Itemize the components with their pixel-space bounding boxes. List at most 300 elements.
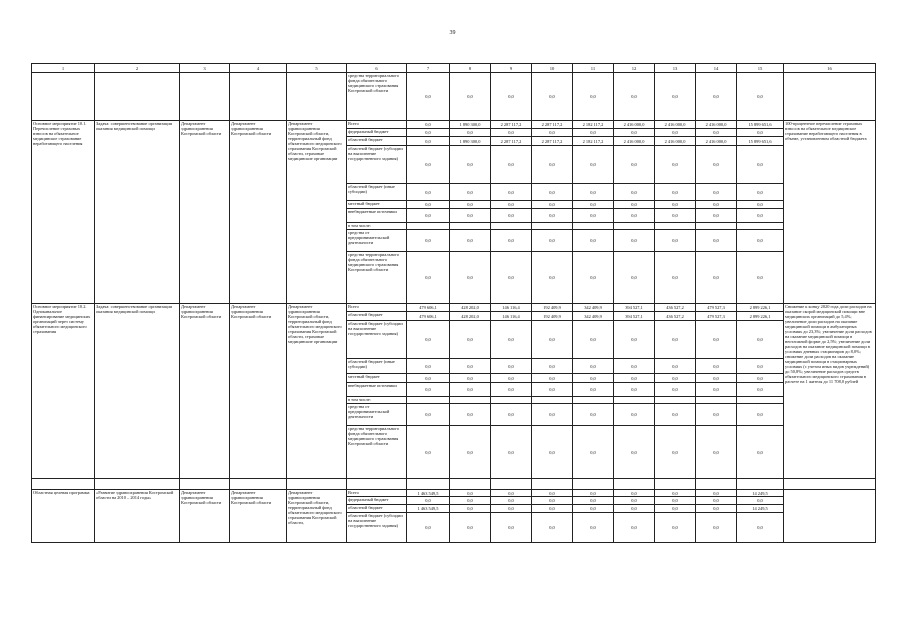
section-c4-cell: Департамент здравоохранения Костромской области — [230, 121, 287, 304]
value-cell: 0,0 — [614, 201, 655, 209]
value-cell: 0,0 — [614, 146, 655, 184]
value-cell: 0,0 — [491, 404, 532, 426]
value-cell: 0,0 — [532, 497, 573, 505]
value-cell: 0,0 — [407, 184, 450, 201]
value-cell: 0,0 — [491, 184, 532, 201]
value-cell: 14 249,5 — [737, 505, 784, 513]
value-cell — [532, 223, 573, 230]
value-cell — [573, 397, 614, 404]
value-cell: 0,0 — [491, 490, 532, 497]
value-cell: 0,0 — [407, 121, 450, 129]
value-cell: 0,0 — [450, 230, 491, 252]
value-cell: 0,0 — [450, 497, 491, 505]
value-cell: 0,0 — [737, 252, 784, 304]
value-cell: 0,0 — [737, 146, 784, 184]
value-cell: 436 527,2 — [655, 312, 696, 321]
value-cell: 0,0 — [737, 426, 784, 479]
value-cell: 0,0 — [696, 230, 737, 252]
empty-cell — [230, 73, 287, 121]
value-cell: 0,0 — [573, 321, 614, 359]
value-cell: 0,0 — [532, 404, 573, 426]
value-cell: 0,0 — [532, 230, 573, 252]
funding-source-label: в том числе: — [347, 223, 407, 230]
value-cell: 0,0 — [407, 426, 450, 479]
value-cell: 0,0 — [655, 490, 696, 497]
value-cell — [573, 223, 614, 230]
section-c5-cell: Департамент здравоохранения Костромской области, территориальный фонд обязательного медицинского страхования Костромской области, страховые медицинские организации — [287, 121, 347, 304]
value-cell: 0,0 — [407, 137, 450, 146]
value-cell: 0,0 — [696, 359, 737, 374]
funding-source-label: федеральный бюджет — [347, 497, 407, 505]
value-cell: 0,0 — [696, 374, 737, 383]
funding-source-label: средства территориального фонда обязательного медицинского страхования Костромской области — [347, 426, 407, 479]
value-cell: 0,0 — [614, 513, 655, 543]
table-row — [32, 490, 876, 497]
value-cell: 0,0 — [407, 209, 450, 223]
value-cell: 0,0 — [737, 201, 784, 209]
value-cell: 0,0 — [614, 374, 655, 383]
value-cell: 342 409,9 — [573, 304, 614, 312]
value-cell: 14 249,5 — [737, 490, 784, 497]
value-cell: 0,0 — [491, 146, 532, 184]
value-cell: 0,0 — [450, 426, 491, 479]
value-cell: 0,0 — [491, 321, 532, 359]
column-header: 3 — [180, 64, 230, 73]
column-header: 14 — [696, 64, 737, 73]
value-cell: 0,0 — [491, 426, 532, 479]
funding-source-label: областной бюджет (иные субсидии) — [347, 184, 407, 201]
value-cell: 0,0 — [532, 252, 573, 304]
value-cell — [450, 223, 491, 230]
value-cell: 0,0 — [737, 374, 784, 383]
funding-source-label: внебюджетные источники — [347, 383, 407, 397]
value-cell: 0,0 — [407, 404, 450, 426]
value-cell: 0,0 — [450, 321, 491, 359]
value-cell: 0,0 — [696, 513, 737, 543]
value-cell: 0,0 — [655, 513, 696, 543]
empty-cell — [230, 479, 287, 490]
table-row — [32, 304, 876, 312]
value-cell: 0,0 — [655, 383, 696, 397]
value-cell — [407, 223, 450, 230]
empty-cell — [95, 479, 180, 490]
column-header: 2 — [95, 64, 180, 73]
value-cell: 0,0 — [696, 383, 737, 397]
value-cell: 0,0 — [573, 146, 614, 184]
column-header: 1 — [32, 64, 95, 73]
value-cell: 0,0 — [614, 426, 655, 479]
value-cell: 0,0 — [614, 404, 655, 426]
value-cell: 2 416 000,0 — [655, 137, 696, 146]
value-cell: 0,0 — [407, 321, 450, 359]
column-header: 4 — [230, 64, 287, 73]
empty-cell — [32, 479, 95, 490]
value-cell: 0,0 — [655, 359, 696, 374]
value-cell — [450, 397, 491, 404]
column-header: 9 — [491, 64, 532, 73]
value-cell: 146 116,4 — [491, 304, 532, 312]
section-c3-cell: Департамент здравоохранения Костромской области — [180, 121, 230, 304]
empty-cell — [655, 479, 696, 490]
value-cell: 0,0 — [655, 230, 696, 252]
value-cell: 0,0 — [737, 497, 784, 505]
value-cell: 2 182 117,2 — [573, 121, 614, 129]
empty-cell — [491, 479, 532, 490]
value-cell: 0,0 — [614, 252, 655, 304]
value-cell: 0,0 — [532, 73, 573, 121]
section-c3-cell: Департамент здравоохранения Костромской области — [180, 490, 230, 543]
value-cell: 0,0 — [407, 129, 450, 137]
funding-source-label: областной бюджет — [347, 505, 407, 513]
value-cell: 0,0 — [407, 383, 450, 397]
empty-cell — [32, 73, 95, 121]
value-cell: 2 899 226,1 — [737, 312, 784, 321]
column-header: 15 — [737, 64, 784, 73]
value-cell — [696, 223, 737, 230]
section-c4-cell: Департамент здравоохранения Костромской области — [230, 304, 287, 479]
funding-source-label: внебюджетные источники — [347, 209, 407, 223]
value-cell: 0,0 — [655, 201, 696, 209]
value-cell: 2 287 117,2 — [532, 121, 573, 129]
value-cell — [491, 223, 532, 230]
expected-result-cell: 100-процентное перечисление страховых взносов на обязательное медицинское страхование неработающего населения в объеме, установленном областной бюджета — [784, 121, 876, 304]
value-cell: 0,0 — [573, 252, 614, 304]
value-cell: 0,0 — [532, 374, 573, 383]
value-cell: 0,0 — [532, 201, 573, 209]
value-cell: 0,0 — [737, 129, 784, 137]
value-cell — [737, 397, 784, 404]
column-header: 6 — [347, 64, 407, 73]
value-cell: 0,0 — [655, 374, 696, 383]
value-cell: 0,0 — [614, 490, 655, 497]
value-cell: 0,0 — [737, 359, 784, 374]
value-cell: 0,0 — [696, 321, 737, 359]
funding-source-label: областной бюджет — [347, 312, 407, 321]
value-cell: 0,0 — [491, 505, 532, 513]
value-cell: 0,0 — [573, 383, 614, 397]
value-cell: 0,0 — [532, 383, 573, 397]
value-cell: 0,0 — [573, 490, 614, 497]
value-cell: 192 409,9 — [532, 312, 573, 321]
value-cell: 0,0 — [573, 426, 614, 479]
value-cell: 2 416 000,0 — [696, 137, 737, 146]
value-cell: 0,0 — [491, 513, 532, 543]
funding-source-label: Всего — [347, 304, 407, 312]
section-c2-cell: Задача: совершенствование организации оказания медицинской помощи — [95, 304, 180, 479]
value-cell: 0,0 — [407, 146, 450, 184]
value-cell: 0,0 — [573, 359, 614, 374]
page-number: 39 — [449, 30, 456, 36]
value-cell: 0,0 — [407, 374, 450, 383]
empty-cell — [614, 479, 655, 490]
table-row — [32, 73, 876, 121]
empty-cell — [737, 479, 784, 490]
value-cell: 0,0 — [573, 404, 614, 426]
funding-source-label: местный бюджет — [347, 201, 407, 209]
value-cell — [655, 397, 696, 404]
column-header: 5 — [287, 64, 347, 73]
empty-cell — [450, 479, 491, 490]
value-cell: 394 527,1 — [614, 304, 655, 312]
value-cell: 0,0 — [614, 359, 655, 374]
empty-cell — [287, 479, 347, 490]
value-cell: 0,0 — [655, 252, 696, 304]
funding-source-label: областной бюджет (субсидии на выполнение государственного задания) — [347, 513, 407, 543]
column-header: 11 — [573, 64, 614, 73]
value-cell: 0,0 — [655, 404, 696, 426]
value-cell: 0,0 — [573, 73, 614, 121]
budget-table — [31, 63, 876, 543]
value-cell: 2 287 117,2 — [532, 137, 573, 146]
value-cell: 0,0 — [696, 209, 737, 223]
value-cell: 0,0 — [614, 129, 655, 137]
value-cell: 0,0 — [655, 184, 696, 201]
value-cell: 1 463 549,5 — [407, 490, 450, 497]
value-cell: 0,0 — [696, 497, 737, 505]
value-cell: 0,0 — [614, 73, 655, 121]
value-cell: 0,0 — [696, 252, 737, 304]
value-cell: 428 202,0 — [450, 304, 491, 312]
value-cell: 428 202,0 — [450, 312, 491, 321]
section-c5-cell: Департамент здравоохранения Костромской области, территориальный фонд обязательного медицинского страхования Костромской области, страховые медицинские организации — [287, 304, 347, 479]
value-cell: 0,0 — [450, 146, 491, 184]
value-cell: 0,0 — [407, 230, 450, 252]
value-cell: 0,0 — [696, 426, 737, 479]
value-cell: 0,0 — [491, 359, 532, 374]
empty-cell — [532, 479, 573, 490]
value-cell: 15 899 651,6 — [737, 137, 784, 146]
value-cell: 0,0 — [450, 505, 491, 513]
value-cell: 0,0 — [450, 490, 491, 497]
expected-result-cell — [784, 490, 876, 543]
value-cell: 0,0 — [407, 252, 450, 304]
value-cell: 0,0 — [737, 404, 784, 426]
value-cell: 0,0 — [532, 209, 573, 223]
value-cell: 0,0 — [491, 209, 532, 223]
value-cell: 0,0 — [737, 513, 784, 543]
value-cell: 0,0 — [450, 359, 491, 374]
value-cell: 2 182 117,2 — [573, 137, 614, 146]
value-cell: 342 409,9 — [573, 312, 614, 321]
value-cell: 0,0 — [737, 184, 784, 201]
value-cell: 0,0 — [491, 129, 532, 137]
value-cell: 0,0 — [573, 201, 614, 209]
value-cell: 0,0 — [491, 252, 532, 304]
value-cell: 2 416 000,0 — [614, 137, 655, 146]
empty-cell — [696, 479, 737, 490]
value-cell: 0,0 — [696, 490, 737, 497]
table-row — [32, 121, 876, 129]
empty-cell — [347, 479, 407, 490]
value-cell: 0,0 — [737, 230, 784, 252]
value-cell: 0,0 — [407, 359, 450, 374]
funding-source-label: местный бюджет — [347, 374, 407, 383]
value-cell: 0,0 — [491, 383, 532, 397]
section-c2-cell: «Развитие здравоохранения Костромской области на 2010 – 2014 годы» — [95, 490, 180, 543]
value-cell — [614, 397, 655, 404]
value-cell: 0,0 — [491, 230, 532, 252]
funding-source-label: областной бюджет — [347, 137, 407, 146]
value-cell: 0,0 — [450, 73, 491, 121]
value-cell: 0,0 — [532, 513, 573, 543]
section-c1-cell: Основное мероприятие 10.1. Перечисление страховых взносов на обязательное медицинское страхование неработающего населения — [32, 121, 95, 304]
value-cell: 0,0 — [655, 497, 696, 505]
value-cell — [737, 223, 784, 230]
value-cell: 0,0 — [655, 209, 696, 223]
value-cell: 2 899 226,1 — [737, 304, 784, 312]
value-cell: 0,0 — [573, 209, 614, 223]
section-c1-cell: Областная целевая программа — [32, 490, 95, 543]
value-cell: 0,0 — [450, 383, 491, 397]
value-cell: 0,0 — [532, 321, 573, 359]
value-cell: 0,0 — [737, 73, 784, 121]
value-cell: 0,0 — [450, 404, 491, 426]
value-cell: 0,0 — [614, 321, 655, 359]
section-c3-cell: Департамент здравоохранения Костромской области — [180, 304, 230, 479]
value-cell: 2 416 000,0 — [614, 121, 655, 129]
empty-cell — [180, 479, 230, 490]
value-cell: 0,0 — [450, 374, 491, 383]
column-header: 16 — [784, 64, 876, 73]
value-cell: 479 527,3 — [696, 304, 737, 312]
value-cell: 0,0 — [450, 201, 491, 209]
funding-source-label: областной бюджет (субсидии на выполнение государственного задания) — [347, 146, 407, 184]
value-cell: 0,0 — [407, 497, 450, 505]
funding-source-label: Всего — [347, 121, 407, 129]
value-cell: 2 416 000,0 — [655, 121, 696, 129]
value-cell: 0,0 — [696, 201, 737, 209]
header-row — [32, 64, 876, 73]
value-cell: 0,0 — [573, 513, 614, 543]
value-cell: 0,0 — [450, 252, 491, 304]
value-cell: 0,0 — [450, 209, 491, 223]
value-cell: 192 409,9 — [532, 304, 573, 312]
spacer-row — [32, 479, 876, 490]
value-cell — [655, 223, 696, 230]
value-cell: 436 527,2 — [655, 304, 696, 312]
funding-source-label: средства территориального фонда обязательного медицинского страхования Костромской области — [347, 73, 407, 121]
section-c4-cell: Департамент здравоохранения Костромской области — [230, 490, 287, 543]
value-cell: 0,0 — [655, 321, 696, 359]
value-cell: 0,0 — [407, 201, 450, 209]
empty-cell — [287, 73, 347, 121]
funding-source-label: в том числе: — [347, 397, 407, 404]
value-cell: 0,0 — [573, 497, 614, 505]
value-cell — [696, 397, 737, 404]
value-cell: 0,0 — [696, 73, 737, 121]
value-cell: 0,0 — [532, 184, 573, 201]
value-cell: 0,0 — [407, 73, 450, 121]
value-cell — [407, 397, 450, 404]
value-cell: 479 606,1 — [407, 312, 450, 321]
section-c5-cell: Департамент здравоохранения Костромской области, территориальный фонд обязательного медицинского страхования Костромской области, — [287, 490, 347, 543]
value-cell: 15 899 651,6 — [737, 121, 784, 129]
empty-cell — [407, 479, 450, 490]
value-cell: 1 890 300,0 — [450, 137, 491, 146]
value-cell: 0,0 — [655, 73, 696, 121]
funding-source-label: федеральный бюджет — [347, 129, 407, 137]
funding-source-label: средства от предпринимательской деятельности — [347, 404, 407, 426]
section-c1-cell: Основное мероприятие 10.2. Одноканальное финансирование медицинских организаций через систему обязательного медицинского страхования — [32, 304, 95, 479]
value-cell: 0,0 — [655, 426, 696, 479]
value-cell: 0,0 — [614, 383, 655, 397]
funding-source-label: Всего — [347, 490, 407, 497]
value-cell: 0,0 — [655, 505, 696, 513]
value-cell: 479 527,3 — [696, 312, 737, 321]
empty-cell — [784, 73, 876, 121]
value-cell: 0,0 — [655, 146, 696, 184]
value-cell: 0,0 — [573, 505, 614, 513]
value-cell: 0,0 — [614, 230, 655, 252]
column-header: 7 — [407, 64, 450, 73]
funding-source-label: областной бюджет (субсидии на выполнение государственного задания) — [347, 321, 407, 359]
column-header: 8 — [450, 64, 491, 73]
value-cell: 0,0 — [491, 73, 532, 121]
value-cell: 0,0 — [573, 230, 614, 252]
value-cell: 0,0 — [696, 146, 737, 184]
value-cell: 0,0 — [450, 513, 491, 543]
value-cell: 0,0 — [696, 184, 737, 201]
value-cell: 0,0 — [532, 505, 573, 513]
value-cell: 146 116,4 — [491, 312, 532, 321]
column-header: 13 — [655, 64, 696, 73]
value-cell — [491, 397, 532, 404]
value-cell: 2 287 117,2 — [491, 121, 532, 129]
empty-cell — [573, 479, 614, 490]
expected-result-cell: Снижение к концу 2020 года доли расходов на оказание скорой медицинской помощи вне медицинских организаций до 5,4%; увеличение доли расходов на оказание медицинской помощи в амбулаторных условиях до 23,3%; увеличение доли расходов на оказание медицинской помощи в неотложной форме до 2,5%; увеличение доли расходов на оказание медицинской помощи в условиях дневных стационаров до 8,0%; снижение доли расходов на оказание медицинской помощи в стационарных условиях (с учетом иных видов учреждений) до 50,8%; увеличение расходов средств обязательного медицинского страхования в расчете на 1 жителя до 11 708,0 рублей — [784, 304, 876, 479]
funding-source-label: областной бюджет (иные субсидии) — [347, 359, 407, 374]
value-cell: 0,0 — [491, 201, 532, 209]
value-cell — [532, 397, 573, 404]
value-cell: 1 890 300,0 — [450, 121, 491, 129]
value-cell: 2 416 000,0 — [696, 121, 737, 129]
value-cell: 394 527,1 — [614, 312, 655, 321]
value-cell: 0,0 — [696, 129, 737, 137]
empty-cell — [95, 73, 180, 121]
value-cell: 0,0 — [573, 129, 614, 137]
funding-source-label: средства от предпринимательской деятельности — [347, 230, 407, 252]
value-cell: 0,0 — [407, 513, 450, 543]
empty-cell — [180, 73, 230, 121]
value-cell: 1 463 549,5 — [407, 505, 450, 513]
value-cell: 0,0 — [532, 359, 573, 374]
value-cell: 0,0 — [491, 374, 532, 383]
value-cell: 0,0 — [696, 404, 737, 426]
value-cell: 0,0 — [532, 146, 573, 184]
funding-source-label: средства территориального фонда обязательного медицинского страхования Костромской области — [347, 252, 407, 304]
value-cell: 0,0 — [573, 374, 614, 383]
column-header: 10 — [532, 64, 573, 73]
value-cell: 2 287 117,2 — [491, 137, 532, 146]
value-cell: 0,0 — [737, 321, 784, 359]
value-cell: 0,0 — [696, 505, 737, 513]
column-header: 12 — [614, 64, 655, 73]
value-cell: 0,0 — [614, 505, 655, 513]
value-cell: 0,0 — [737, 383, 784, 397]
value-cell: 0,0 — [614, 497, 655, 505]
value-cell: 0,0 — [450, 184, 491, 201]
value-cell: 0,0 — [532, 426, 573, 479]
value-cell: 0,0 — [614, 184, 655, 201]
value-cell: 0,0 — [532, 129, 573, 137]
value-cell — [614, 223, 655, 230]
value-cell: 0,0 — [532, 490, 573, 497]
value-cell: 0,0 — [491, 497, 532, 505]
section-c2-cell: Задача: совершенствование организации оказания медицинской помощи — [95, 121, 180, 304]
value-cell: 0,0 — [450, 129, 491, 137]
value-cell: 0,0 — [614, 209, 655, 223]
value-cell: 0,0 — [737, 209, 784, 223]
